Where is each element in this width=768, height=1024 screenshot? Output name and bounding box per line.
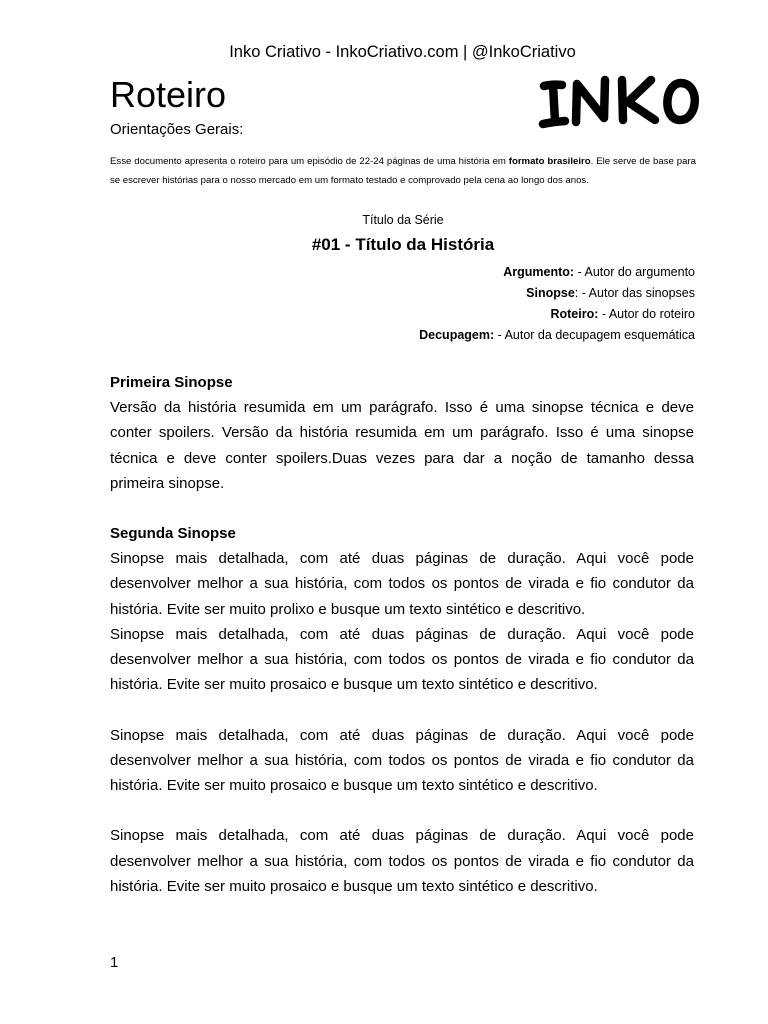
second-synopsis-paragraph-2: Sinopse mais detalhada, com até duas páginas de duração. Aqui você pode desenvolver melhor a sua história, com todos os pontos de virada e fio condutor da história. Evite ser muito prosaico e busque um texto sintético e descritivo. bbox=[110, 625, 694, 694]
first-synopsis-heading: Primeira Sinopse bbox=[110, 374, 233, 391]
second-synopsis-paragraph-4: Sinopse mais detalhada, com até duas páginas de duração. Aqui você pode desenvolver melhor a sua história, com todos os pontos de virada e fio condutor da história. Evite ser muito prosaico e busque um texto sintético e descritivo. bbox=[110, 827, 694, 895]
credits-block bbox=[110, 262, 695, 346]
second-synopsis-paragraph-1: Sinopse mais detalhada, com até duas páginas de duração. Aqui você pode desenvolver melhor a sua história, com todos os pontos de virada e fio condutor da história. Evite ser muito prolixo e busque um texto sintético e descritivo. bbox=[110, 550, 694, 618]
intro-text-end: . Ele serve de base para se escrever histórias para o nosso mercado em um formato testado e comprovado pela cena ao longo dos anos. bbox=[110, 156, 696, 186]
second-synopsis-section bbox=[110, 521, 694, 899]
document-subtitle: Orientações Gerais: bbox=[110, 121, 244, 138]
document-title: Roteiro bbox=[110, 74, 227, 115]
series-title: Título da Série bbox=[362, 213, 444, 227]
first-synopsis-text: Versão da história resumida em um parágrafo. Isso é uma sinopse técnica e deve conter spoilers. Versão da história resumida em um parágrafo. Isso é uma sinopse técnica e deve conter spoilers.Duas vezes para dar a noção de tamanho dessa primeira sinopse. bbox=[110, 399, 694, 492]
intro-text-start: Esse documento apresenta o roteiro para um episódio de 22-24 páginas de uma história em bbox=[110, 156, 509, 167]
page-header: Inko Criativo - InkoCriativo.com | @InkoCriativo bbox=[229, 43, 576, 61]
credit-line-decupagem: Decupagem: - Autor da decupagem esquemática bbox=[419, 328, 695, 342]
inko-logo bbox=[538, 66, 706, 132]
credit-line-roteiro: Roteiro: - Autor do roteiro bbox=[550, 307, 695, 321]
story-title: #01 - Título da História bbox=[311, 235, 495, 254]
page-number: 1 bbox=[110, 954, 119, 971]
credit-line-sinopse: Sinopse: - Autor das sinopses bbox=[526, 286, 695, 300]
credit-line-argumento: Argumento: - Autor do argumento bbox=[503, 265, 695, 279]
intro-paragraph bbox=[110, 152, 696, 190]
second-synopsis-paragraph-3: Sinopse mais detalhada, com até duas páginas de duração. Aqui você pode desenvolver melhor a sua história, com todos os pontos de virada e fio condutor da história. Evite ser muito prosaico e busque um texto sintético e descritivo. bbox=[110, 726, 694, 795]
second-synopsis-heading: Segunda Sinopse bbox=[110, 525, 236, 542]
first-synopsis-section bbox=[110, 370, 694, 496]
intro-text-bold: formato brasileiro bbox=[508, 156, 591, 167]
